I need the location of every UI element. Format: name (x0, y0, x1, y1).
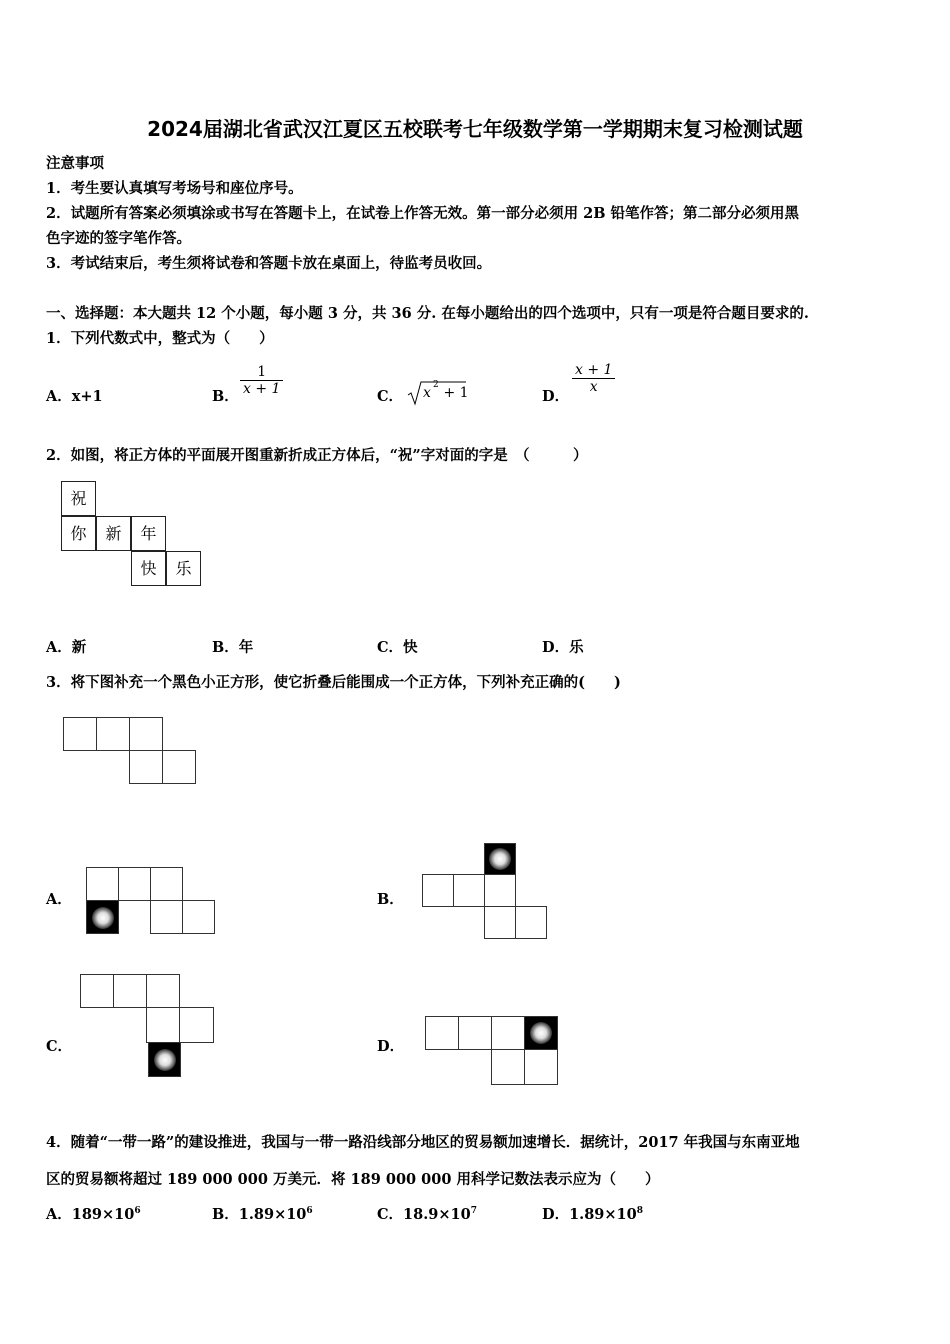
radicand-exponent: 2 (433, 380, 439, 390)
page-title: 2024届湖北省武汉江夏区五校联考七年级数学第一学期期末复习检测试题 (147, 117, 803, 141)
notice-item: 色字迹的签字笔作答。 (46, 230, 191, 247)
net-cell: 乐 (166, 551, 201, 586)
net-cell: 祝 (61, 481, 96, 516)
option-text: C．18.9×10 (377, 1206, 471, 1223)
radicand-rest: + 1 (439, 385, 469, 401)
option-text: A．189×10 (46, 1206, 135, 1223)
q1-option-b-label[interactable]: B． (212, 388, 239, 405)
q3-option-c-label[interactable]: C． (46, 1038, 73, 1055)
question-4-stem-line2: 区的贸易额将超过 189 000 000 万美元．将 189 000 000 用科学记数法表示应为（ ） (46, 1171, 660, 1188)
q1-option-d-fraction (572, 362, 615, 395)
q2-option-c[interactable]: C．快 (377, 639, 418, 656)
black-square (524, 1016, 558, 1050)
square (422, 874, 454, 907)
square (179, 1007, 214, 1043)
q2-option-d[interactable]: D．乐 (542, 639, 584, 656)
square (515, 906, 547, 939)
question-1-stem: 1．下列代数式中，整式为（ ） (46, 330, 274, 347)
q2-option-a[interactable]: A．新 (46, 639, 87, 656)
net-cell: 快 (131, 551, 166, 586)
q4-option-d[interactable] (542, 1203, 643, 1224)
square (80, 974, 114, 1008)
square (453, 874, 485, 907)
square (118, 867, 151, 901)
square (491, 1016, 525, 1050)
exponent: 7 (470, 1206, 477, 1217)
net-cell: 你 (61, 516, 96, 551)
q3-option-a-label[interactable]: A． (46, 891, 72, 908)
square (491, 1049, 525, 1085)
square (425, 1016, 459, 1050)
q1-option-a[interactable] (46, 385, 103, 406)
square (129, 717, 163, 751)
square (484, 906, 516, 939)
option-text: D．1.89×10 (542, 1206, 637, 1223)
notice-item: 3．考试结束后，考生须将试卷和答题卡放在桌面上，待监考员收回。 (46, 255, 492, 272)
black-square (148, 1042, 181, 1077)
q4-option-b[interactable] (212, 1203, 313, 1224)
square (96, 717, 130, 751)
square (524, 1049, 558, 1085)
notice-item: 1．考生要认真填写考场号和座位序号。 (46, 180, 303, 197)
notice-item: 2．试题所有答案必须填涂或书写在答题卡上，在试卷上作答无效。第一部分必须用 2B 铅笔作答；第二部分必须用黑 (46, 205, 800, 222)
radicand-base: x (423, 385, 431, 401)
square (146, 1007, 180, 1043)
exponent: 6 (134, 1206, 141, 1217)
q4-option-c[interactable] (377, 1203, 477, 1224)
denominator: x (572, 378, 615, 395)
notice-heading: 注意事项 (46, 155, 104, 172)
numerator: 1 (257, 364, 267, 380)
square (458, 1016, 492, 1050)
black-square (86, 900, 119, 934)
square (162, 750, 196, 784)
numerator: x + 1 (575, 362, 613, 378)
q1-option-d-label[interactable]: D． (542, 388, 570, 405)
question-4-stem-line1: 4．随着“一带一路”的建设推进，我国与一带一路沿线部分地区的贸易额加速增长．据统计，2017 年我国与东南亚地 (46, 1134, 800, 1151)
q1-option-b-fraction (240, 364, 283, 397)
exponent: 6 (306, 1206, 313, 1217)
square (182, 900, 215, 934)
square (146, 974, 180, 1008)
q4-option-a[interactable] (46, 1203, 141, 1224)
square (86, 867, 119, 901)
black-square (484, 843, 516, 875)
denominator: x + 1 (240, 380, 283, 397)
square (63, 717, 97, 751)
question-2-stem: 2．如图，将正方体的平面展开图重新折成正方体后，“祝”字对面的字是 （ ） (46, 447, 588, 464)
square (150, 900, 183, 934)
square (113, 974, 147, 1008)
square (150, 867, 183, 901)
option-label: A． (46, 388, 72, 405)
q3-option-d-label[interactable]: D． (377, 1038, 405, 1055)
option-text: x+1 (71, 388, 103, 405)
q2-option-b[interactable]: B．年 (212, 639, 254, 656)
net-cell: 年 (131, 516, 166, 551)
option-text: B．1.89×10 (212, 1206, 307, 1223)
question-3-stem: 3．将下图补充一个黑色小正方形，使它折叠后能围成一个正方体，下列补充正确的( ) (46, 674, 621, 691)
q3-option-b-label[interactable]: B． (377, 891, 404, 908)
square (484, 874, 516, 907)
square (129, 750, 163, 784)
net-cell: 新 (96, 516, 131, 551)
q1-option-c-label[interactable]: C． (377, 388, 404, 405)
exponent: 8 (636, 1206, 643, 1217)
section-heading: 一、选择题：本大题共 12 个小题，每小题 3 分，共 36 分. 在每小题给出的四个选项中，只有一项是符合题目要求的. (46, 305, 809, 322)
